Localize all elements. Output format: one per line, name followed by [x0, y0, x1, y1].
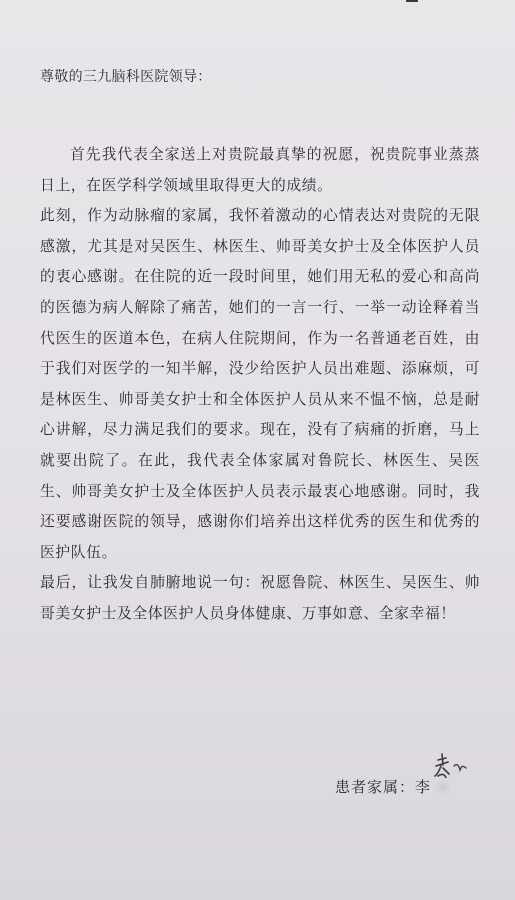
redacted-name — [434, 778, 452, 796]
paragraph-2: 此刻，作为动脉瘤的家属，我怀着激动的心情表达对贵院的无限感激，尤其是对吴医生、林医生、帅哥美女护士及全体医护人员的衷心感谢。在住院的近一段时间里，她们用无私的爱心和高尚的医德为病人解除了痛苦，她们的一言一行、一举一动诠释着当代医生的医道本色，在病人住院期间，作为一名普通老百姓，由于我们对医学的一知半解，没少给医护人员出难题、添麻烦，可是林医生、帅哥美女护士和全体医护人员从来不愠不恼，总是耐心讲解，尽力满足我们的要求。现在，没有了病痛的折磨，马上就要出院了。在此，我代表全体家属对鲁院长、林医生、吴医生、帅哥美女护士及全体医护人员表示最衷心地感谢。同时，我还要感谢医院的领导，感谢你们培养出这样优秀的医生和优秀的医护队伍。 — [40, 207, 480, 561]
salutation: 尊敬的三九脑科医院领导： — [40, 69, 212, 85]
paragraph-3: 最后，让我发自肺腑地说一句：祝愿鲁院、林医生、吴医生、帅哥美女护士及全体医护人员身体健康、万事如意、全家幸福！ — [40, 574, 480, 622]
letter-body — [40, 140, 480, 630]
paragraph-1: 首先我代表全家送上对贵院最真挚的祝愿，祝贵院事业蒸蒸日上，在医学科学领域里取得更大的成绩。 — [40, 146, 480, 194]
corner-mark — [406, 0, 418, 2]
signature-label: 患者家属：李 — [335, 778, 432, 796]
